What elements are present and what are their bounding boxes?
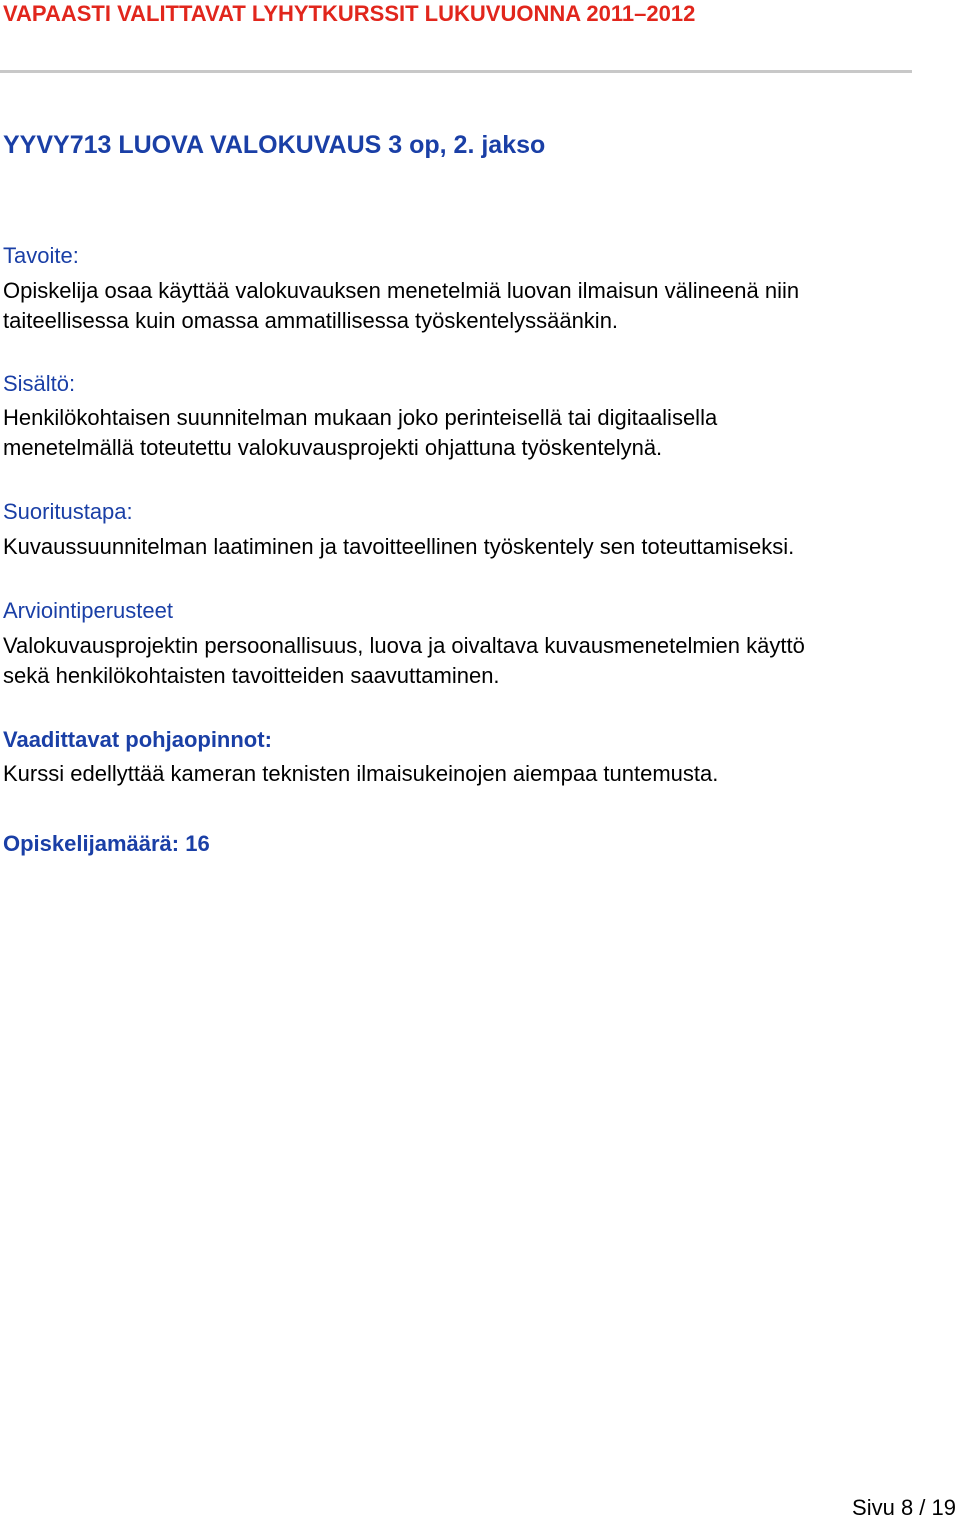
goal-heading: Tavoite: [3, 243, 79, 268]
method-text-line: Kuvaussuunnitelman laatiminen ja tavoitteellinen työskentely sen toteuttamiseksi. [3, 534, 795, 559]
prerequisites-text-line: Kurssi edellyttää kameran teknisten ilmaisukeinojen aiempaa tuntemusta. [3, 761, 719, 786]
header-divider [0, 70, 912, 73]
assessment-text [3, 631, 933, 691]
page-number: Sivu 8 / 19 [852, 1495, 956, 1520]
assessment-heading: Arviointiperusteet [3, 598, 173, 623]
content-text-line: menetelmällä toteutettu valokuvausprojekti ohjattuna työskentelynä. [3, 435, 663, 460]
content-heading: Sisältö: [3, 371, 76, 396]
content-text [3, 403, 933, 463]
goal-text-line: taiteellisessa kuin omassa ammatillisessa työskentelyssäänkin. [3, 308, 619, 333]
assessment-text-line: sekä henkilökohtaisten tavoitteiden saavuttaminen. [3, 663, 500, 688]
course-title: YYVY713 LUOVA VALOKUVAUS 3 op, 2. jakso [3, 131, 546, 159]
prerequisites-heading: Vaadittavat pohjaopinnot: [3, 727, 272, 752]
goal-text-line: Opiskelija osaa käyttää valokuvauksen menetelmiä luovan ilmaisun välineenä niin [3, 278, 800, 303]
assessment-text-line: Valokuvausprojektin persoonallisuus, luova ja oivaltava kuvausmenetelmien käyttö [3, 633, 805, 658]
goal-text [3, 276, 933, 336]
prerequisites-text [3, 759, 933, 789]
content-text-line: Henkilökohtaisen suunnitelman mukaan joko perinteisellä tai digitaalisella [3, 405, 718, 430]
students-heading: Opiskelijamäärä: 16 [3, 831, 210, 856]
method-heading: Suoritustapa: [3, 499, 133, 524]
page-header: VAPAASTI VALITTAVAT LYHYTKURSSIT LUKUVUONNA 2011–2012 [3, 1, 696, 26]
method-text [3, 532, 933, 562]
